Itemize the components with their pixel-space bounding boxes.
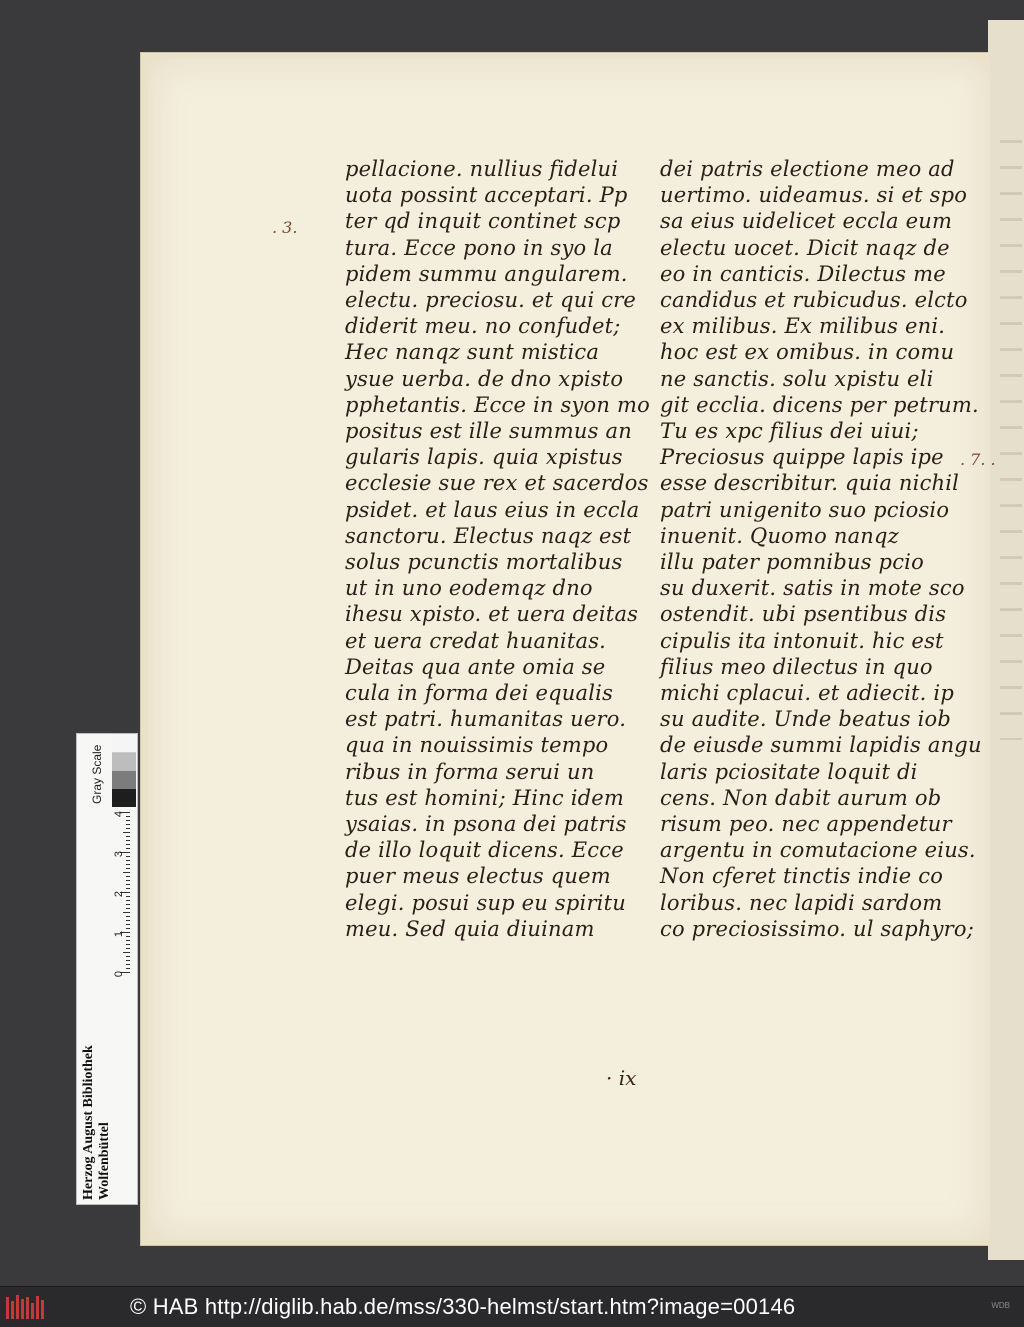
left-column-line: pphetantis. Ecce in syon mo (345, 392, 650, 417)
ruler-tick (126, 944, 130, 945)
ruler-number-2: 2 (113, 890, 126, 898)
right-column-line: Tu es xpc filius dei uiui; (660, 419, 919, 444)
ruler-tick (126, 916, 130, 917)
gray-scale-label: Gray Scale (90, 744, 104, 804)
left-column-line: meu. Sed quia diuinam (345, 916, 595, 941)
institution-city: Wolfenbüttel (97, 1122, 112, 1200)
ruler-tick (123, 832, 130, 833)
right-column-line: cens. Non dabit aurum ob (660, 785, 942, 810)
ruler-tick (126, 908, 130, 909)
left-column-line: puer meus electus quem (345, 864, 611, 889)
left-column-line: Hec nanqz sunt mistica (345, 340, 600, 365)
ruler-tick (126, 856, 130, 857)
footer-mark: WDB (991, 1301, 1010, 1310)
ruler-tick (126, 868, 130, 869)
left-column-line: qua in nouissimis tempo (345, 733, 609, 758)
ruler-tick (126, 836, 130, 837)
ruler-tick (126, 888, 130, 889)
gray-scale-patches (112, 734, 136, 806)
left-column-line: ribus in forma serui un (345, 759, 595, 784)
ruler-tick (126, 900, 130, 901)
ruler-tick (126, 840, 130, 841)
left-column-line: pidem summu angularem. (345, 261, 628, 286)
right-column-line: inuenit. Quomo nanqz (660, 523, 899, 548)
right-column-line: Preciosus quippe lapis ipe (660, 445, 944, 470)
left-column-line: ut in uno eodemqz dno (345, 576, 593, 601)
ruler-number-0: 0 (113, 970, 126, 978)
ruler-tick (126, 964, 130, 965)
ruler-tick (126, 824, 130, 825)
ruler-tick (126, 844, 130, 845)
margin-note-left: . 3. (272, 218, 298, 237)
right-column-line: hoc est ex omibus. in comu (660, 340, 955, 365)
right-column-line: risum peo. nec appendetur (660, 812, 952, 837)
left-column-line: de illo loquit dicens. Ecce (345, 838, 624, 863)
left-column-line: solus pcunctis mortalibus (345, 550, 623, 575)
right-column-line: esse describitur. quia nichil (660, 471, 960, 496)
left-column-line: elegi. posui sup eu spiritu (345, 890, 626, 915)
left-column-line: electu. preciosu. et qui cre (345, 288, 637, 313)
hab-logo-icon (6, 1295, 46, 1321)
ruler-tick (126, 936, 130, 937)
right-column-line: illu pater pomnibus pcio (660, 550, 924, 575)
ruler-tick (123, 912, 130, 913)
left-column-line: ihesu xpisto. et uera deitas (345, 602, 639, 627)
ruler-tick (126, 928, 130, 929)
ruler-tick (126, 816, 130, 817)
right-column-line: loribus. nec lapidi sardom (660, 890, 943, 915)
text-column-right (660, 156, 982, 942)
ruler-tick (126, 956, 130, 957)
ruler-tick (126, 948, 130, 949)
right-column-line: laris pciositate loquit di (660, 759, 918, 784)
right-column-line: candidus et rubicudus. elcto (660, 288, 968, 313)
left-column-line: tus est homini; Hinc idem (345, 785, 625, 810)
ruler-number-4: 4 (113, 810, 126, 818)
right-column-line: ex milibus. Ex milibus eni. (660, 314, 946, 339)
text-column-left (345, 156, 650, 942)
right-column-line: eo in canticis. Dilectus me (660, 261, 946, 286)
right-column-line: su audite. Unde beatus iob (660, 707, 951, 732)
left-column-line: ter qd inquit continet scp (345, 209, 621, 234)
right-column-line: sa eius uidelicet eccla eum (660, 209, 953, 234)
ruler-tick (126, 904, 130, 905)
ruler-tick (126, 896, 130, 897)
ruler-tick (126, 920, 130, 921)
ruler-number-1: 1 (113, 930, 126, 938)
adjacent-leaf (988, 20, 1024, 1260)
footer-bar (0, 1286, 1024, 1327)
right-column-line: dei patris electione meo ad (660, 157, 955, 181)
right-column-line: michi cplacui. et adiecit. ip (660, 681, 954, 706)
right-column-line: ostendit. ubi psentibus dis (660, 602, 947, 627)
ruler-tick (126, 968, 130, 969)
left-column-line: psidet. et laus eius in eccla (345, 497, 640, 522)
right-column-line: electu uocet. Dicit naqz de (660, 235, 950, 260)
right-column-line: de eiusde summi lapidis angu (660, 733, 982, 758)
right-column-line: cipulis ita intonuit. hic est (660, 628, 944, 653)
ruler-number-3: 3 (113, 850, 126, 858)
ruler-tick (126, 960, 130, 961)
ruler-tick (126, 820, 130, 821)
right-column-line: patri unigenito suo pciosio (660, 497, 950, 522)
copyright-url[interactable]: © HAB http://diglib.hab.de/mss/330-helmst/start.htm?image=00146 (130, 1294, 796, 1319)
ruler-tick (126, 924, 130, 925)
left-column-line: gularis lapis. quia xpistus (345, 445, 623, 470)
margin-note-right: . 7. . (960, 450, 996, 469)
institution-name: Herzog August Bibliothek (81, 1045, 96, 1200)
right-column-line: argentu in comutacione eius. (660, 838, 976, 863)
left-column-line: diderit meu. no confudet; (345, 314, 621, 339)
left-column-line: ysaias. in psona dei patris (345, 812, 627, 837)
right-column-line: uertimo. uideamus. si et spo (660, 183, 968, 208)
ruler-tick (123, 952, 130, 953)
left-column-line: tura. Ecce pono in syo la (345, 235, 613, 260)
scale-ruler (76, 733, 138, 1205)
left-column-line: uota possint acceptari. Pp (345, 183, 628, 208)
ruler-tick (126, 876, 130, 877)
right-column-line: filius meo dilectus in quo (660, 654, 933, 679)
right-column-line: su duxerit. satis in mote sco (660, 576, 965, 601)
left-column-line: Deitas qua ante omia se (345, 654, 606, 679)
ruler-tick (126, 860, 130, 861)
ruler-tick (126, 884, 130, 885)
left-column-line: cula in forma dei equalis (345, 681, 614, 706)
left-column-line: et uera credat huanitas. (345, 628, 607, 653)
right-column-line: git ecclia. dicens per petrum. (660, 392, 979, 417)
right-column-line: co preciosissimo. ul saphyro; (660, 916, 975, 941)
ruler-tick (126, 940, 130, 941)
ruler-tick (126, 880, 130, 881)
folio-number: · ix (606, 1066, 637, 1090)
ruler-tick (126, 828, 130, 829)
ruler-institution-label (77, 734, 111, 1204)
left-column-line: pellacione. nullius fidelui (345, 157, 619, 181)
ruler-tick (126, 848, 130, 849)
left-column-line: ysue uerba. de dno xpisto (345, 366, 624, 391)
left-column-line: est patri. humanitas uero. (345, 707, 627, 732)
left-column-line: sanctoru. Electus naqz est (345, 523, 632, 548)
ruler-tick (123, 872, 130, 873)
left-column-line: positus est ille summus an (345, 419, 632, 444)
right-column-line: Non cferet tinctis indie co (660, 864, 944, 889)
ruler-tick (126, 864, 130, 865)
left-column-line: ecclesie sue rex et sacerdos (345, 471, 649, 496)
right-column-line: ne sanctis. solu xpistu eli (660, 366, 934, 391)
